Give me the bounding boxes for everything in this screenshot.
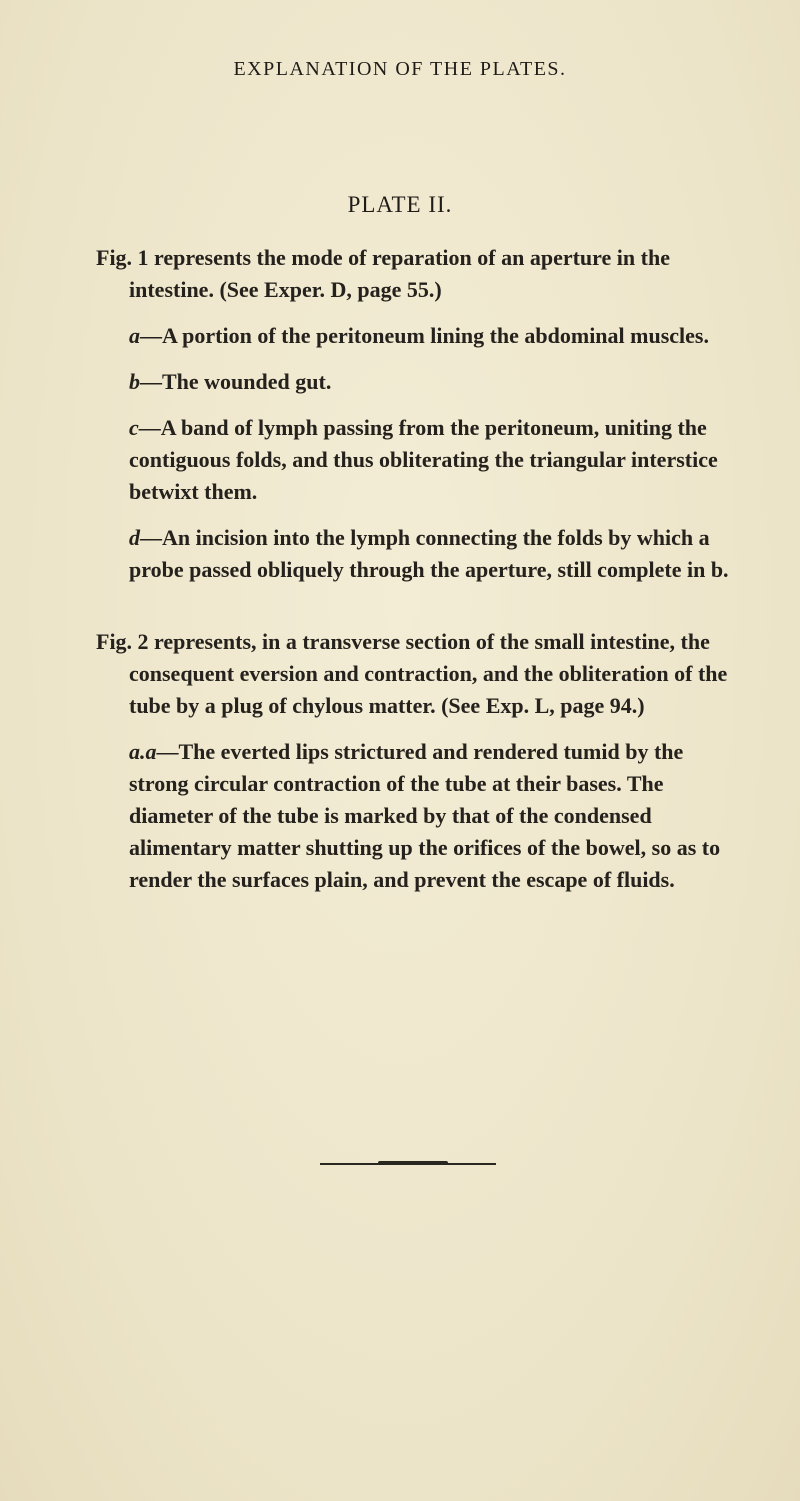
fig-1-text: Fig. 1 represents the mode of reparation of an aperture in the intestine. (See Exper. D, page 55.) bbox=[96, 245, 670, 302]
item-b-paragraph bbox=[96, 366, 736, 398]
explanation-text bbox=[96, 242, 736, 910]
item-c-paragraph bbox=[96, 412, 736, 508]
item-b-letter: b bbox=[129, 369, 140, 394]
running-head: EXPLANATION OF THE PLATES. bbox=[233, 58, 567, 80]
plate-title: PLATE II. bbox=[347, 192, 453, 217]
item-c-text: —A band of lymph passing from the peritoneum, uniting the contiguous folds, and thus obliterating the triangular interstice betwixt them. bbox=[129, 415, 718, 504]
item-a-letter: a bbox=[129, 323, 140, 348]
item-a-paragraph bbox=[96, 320, 736, 352]
item-d-paragraph bbox=[96, 522, 736, 586]
item-c-letter: c bbox=[129, 415, 139, 440]
item-d-letter: d bbox=[129, 525, 140, 550]
item-aa-letter: a.a bbox=[129, 739, 157, 764]
item-aa-paragraph bbox=[96, 736, 736, 896]
item-aa-text: —The everted lips strictured and rendered tumid by the strong circular contraction of the tube at their bases. The diameter of the tube is marked by that of the condensed alimentary matter shutting up the orifices of the bowel, so as to render the surfaces plain, and prevent the escape of fluids. bbox=[129, 739, 721, 892]
item-b-text: —The wounded gut. bbox=[140, 369, 332, 394]
fig-1-paragraph bbox=[96, 242, 736, 306]
fig-2-paragraph bbox=[96, 626, 736, 722]
closing-rule-swell bbox=[378, 1161, 448, 1165]
fig-2-text: Fig. 2 represents, in a transverse section of the small intestine, the consequent eversion and contraction, and the obliteration of the tube by a plug of chylous matter. (See Exp. L, page 94.) bbox=[96, 629, 728, 718]
item-a-text: —A portion of the peritoneum lining the abdominal muscles. bbox=[140, 323, 709, 348]
item-d-text: —An incision into the lymph connecting the folds by which a probe passed obliquely through the aperture, still complete in b. bbox=[129, 525, 729, 582]
